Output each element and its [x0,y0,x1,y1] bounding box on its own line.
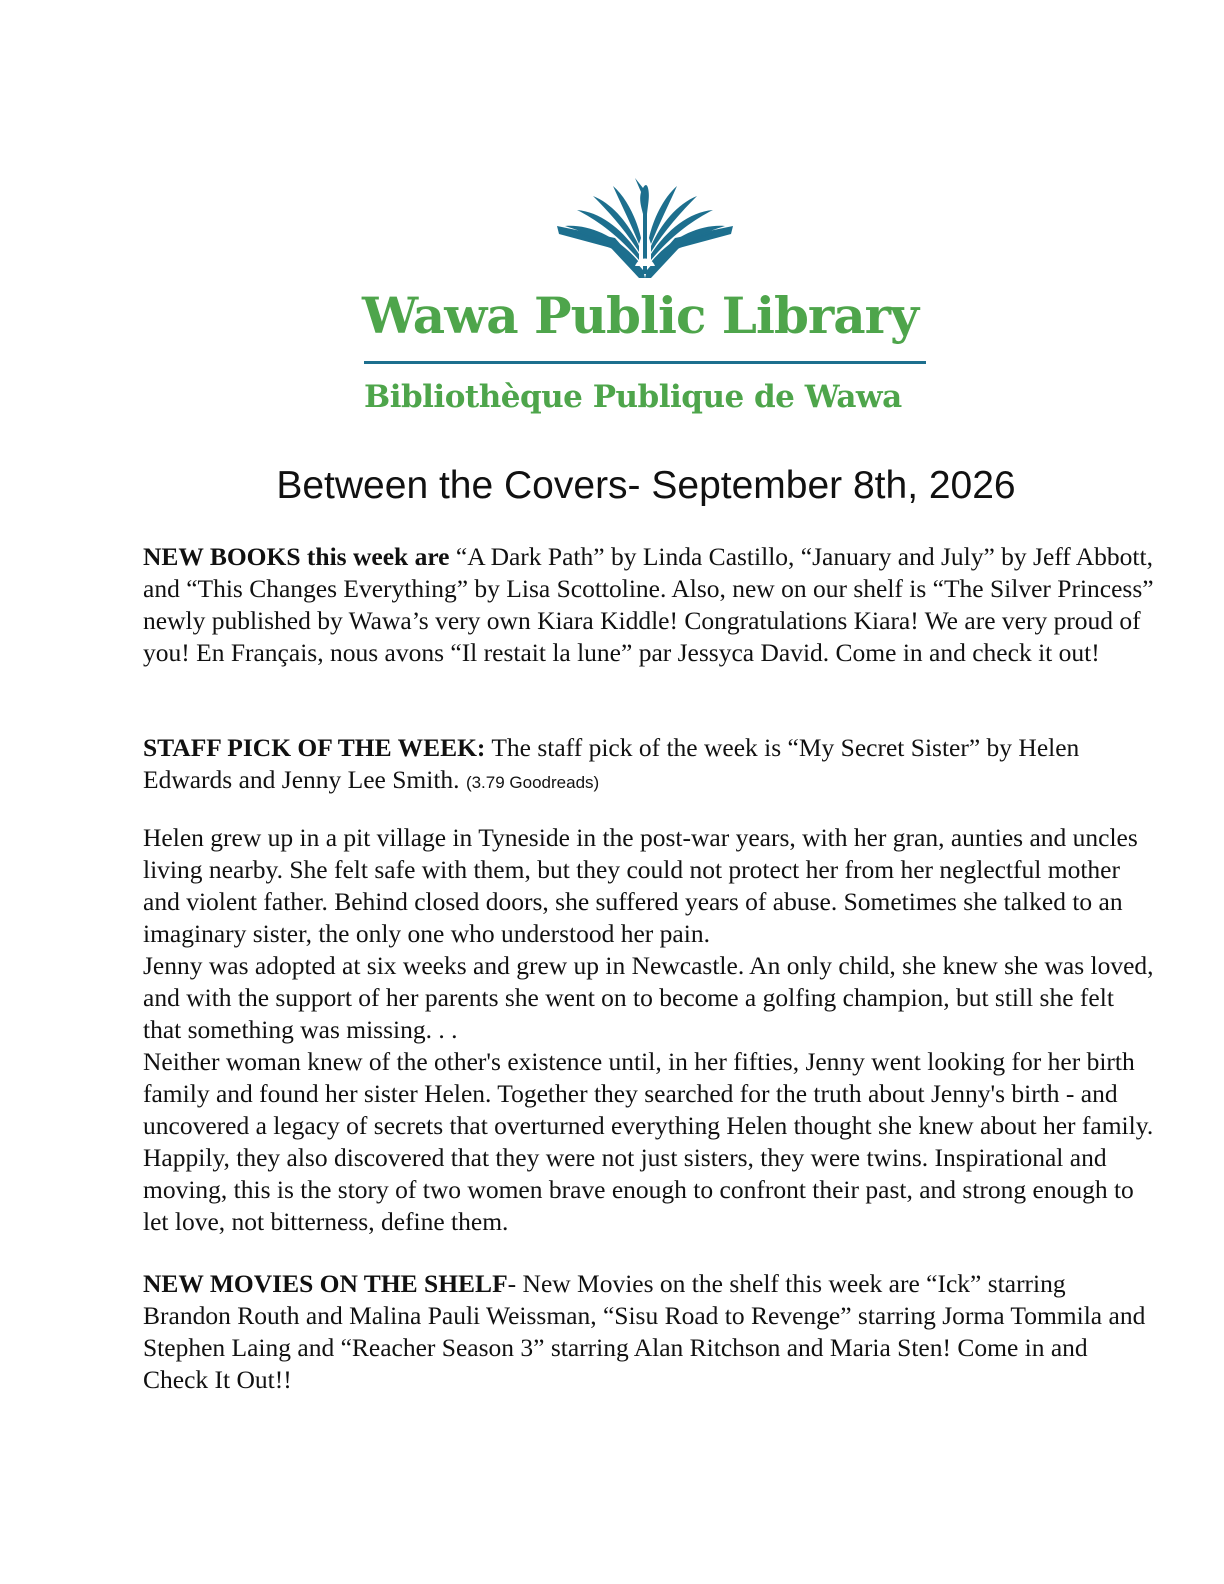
synopsis-paragraph-helen: Helen grew up in a pit village in Tyneside in the post-war years, with her gran, aunties and uncles living nearby. She felt safe with them, but they could not protect her from her neglectful mother and violent father. Behind closed doors, she suffered years of abuse. Sometimes she talked to an imaginary sister, the only one who understood her pain. [143,823,1138,948]
library-book-emblem-icon [555,174,735,284]
page-title: Between the Covers- September 8th, 2026 [276,464,1016,507]
library-name-french: Bibliothèque Publique de Wawa [364,379,902,415]
goodreads-rating: (3.79 Goodreads) [465,773,600,792]
new-movies-heading: NEW MOVIES ON THE SHELF [143,1269,508,1298]
new-books-heading: NEW BOOKS this week are [143,542,450,571]
staff-pick-text: The staff pick of the week is “My Secret Sister” by Helen Edwards and Jenny Lee Smith. [143,733,1080,794]
new-movies-paragraph [143,1268,1158,1396]
synopsis-paragraph-reunion: Neither woman knew of the other's existence until, in her fifties, Jenny went looking for her birth family and found her sister Helen. Together they searched for the truth about Jenny's birth - and uncovered a legacy of secrets that overturned everything Helen thought she knew about her family. Happily, they also discovered that they were not just sisters, they were twins. Inspirational and moving, this is the story of two women brave enough to confront their past, and strong enough to let love, not bitterness, define them. [143,1047,1154,1236]
book-synopsis [143,822,1158,1238]
staff-pick-paragraph [143,732,1158,799]
staff-pick-heading: STAFF PICK OF THE WEEK: [143,733,486,762]
new-books-paragraph [143,541,1158,669]
library-name: Wawa Public Library [362,286,919,345]
logo-divider [364,361,926,364]
new-movies-text: - New Movies on the shelf this week are “Ick” starring Brandon Routh and Malina Pauli Weissman, “Sisu Road to Revenge” starring Jorma Tommila and Stephen Laing and “Reacher Season 3” starring Alan Ritchson and Maria Sten! Come in and Check It Out!! [143,1269,1146,1394]
new-books-text: “A Dark Path” by Linda Castillo, “January and July” by Jeff Abbott, and “This Changes Everything” by Lisa Scottoline. Also, new on our shelf is “The Silver Princess” newly published by Wawa’s very own Kiara Kiddle! Congratulations Kiara! We are very proud of you! En Français, nous avons “Il restait la lune” par Jessyca David. Come in and check it out! [143,542,1154,667]
synopsis-paragraph-jenny: Jenny was adopted at six weeks and grew up in Newcastle. An only child, she knew she was loved, and with the support of her parents she went on to become a golfing champion, but still she felt that something was missing. . . [143,951,1154,1044]
